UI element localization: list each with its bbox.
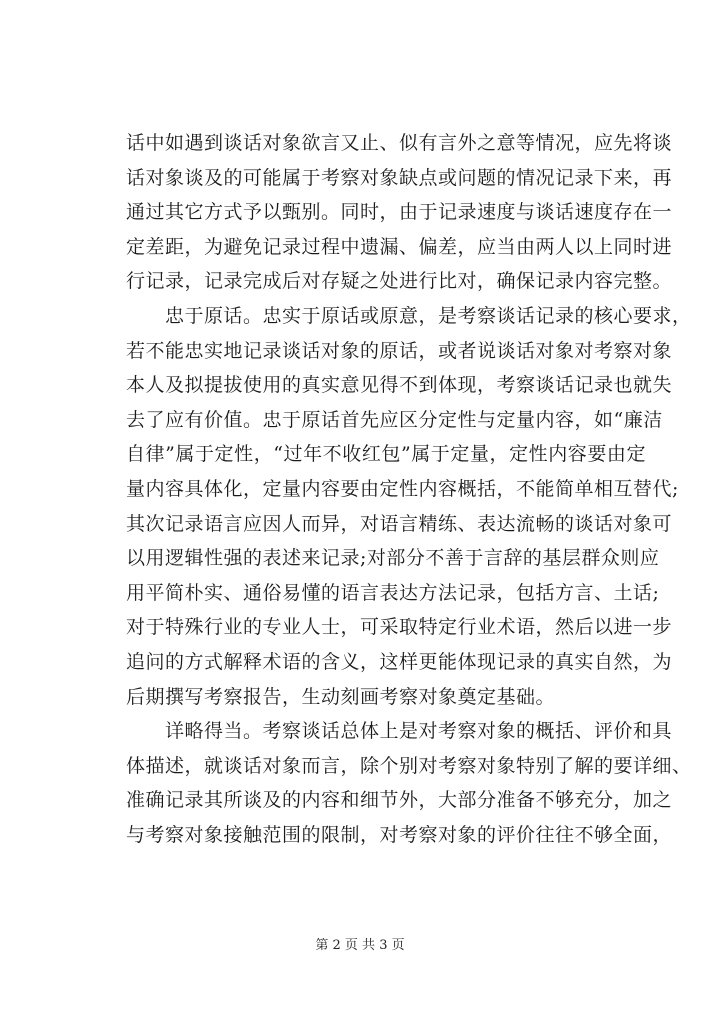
text-line: 忠于原话。忠实于原话或原意，是考察谈话记录的核心要求， — [165, 304, 692, 327]
text-line: 其次记录语言应因人而异，对语言精练、表达流畅的谈话对象可 — [126, 512, 673, 535]
text-line: 若不能忠实地记录谈话对象的原话，或者说谈话对象对考察对象 — [126, 339, 673, 362]
text-line: 量内容具体化，定量内容要由定性内容概括，不能简单相互替代; — [126, 477, 679, 500]
text-line: 去了应有价值。忠于原话首先应区分定性与定量内容，如“廉洁 — [126, 408, 663, 431]
paragraph-3 — [126, 714, 692, 852]
text-line: 后期撰写考察报告，生动刻画考察对象奠定基础。 — [126, 685, 556, 708]
text-line: 话对象谈及的可能属于考察对象缺点或问题的情况记录下来，再 — [126, 166, 673, 189]
text-line: 本人及拟提拔使用的真实意见得不到体现，考察谈话记录也就失 — [126, 374, 673, 397]
text-line: 以用逻辑性强的表述来记录;对部分不善于言辞的基层群众则应 — [126, 547, 660, 570]
paragraph-2 — [126, 299, 692, 714]
text-line: 准确记录其所谈及的内容和细节外，大部分准备不够充分，加之 — [126, 789, 673, 812]
text-line: 定差距，为避免记录过程中遗漏、偏差，应当由两人以上同时进 — [126, 235, 673, 258]
text-line: 行记录，记录完成后对存疑之处进行比对，确保记录内容完整。 — [126, 270, 673, 293]
text-line: 用平简朴实、通俗易懂的语言表达方法记录，包括方言、土话; — [126, 581, 660, 604]
text-line: 追问的方式解释术语的含义，这样更能体现记录的真实自然，为 — [126, 650, 673, 673]
text-line: 详略得当。考察谈话总体上是对考察对象的概括、评价和具 — [165, 720, 673, 743]
page-number-footer: 第 2 页 共 3 页 — [315, 938, 405, 953]
text-line: 对于特殊行业的专业人士，可采取特定行业术语，然后以进一步 — [126, 616, 673, 639]
text-line: 体描述，就谈话对象而言，除个别对考察对象特别了解的要详细、 — [126, 754, 692, 777]
text-line: 话中如遇到谈话对象欲言又止、似有言外之意等情况，应先将谈 — [126, 132, 673, 154]
paragraph-1 — [126, 126, 673, 299]
text-line: 与考察对象接触范围的限制，对考察对象的评价往往不够全面， — [126, 823, 673, 846]
text-line: 通过其它方式予以甄别。同时，由于记录速度与谈话速度存在一 — [126, 201, 673, 224]
document-body — [126, 126, 692, 852]
text-line: 自律”属于定性，“过年不收红包”属于定量，定性内容要由定 — [126, 443, 646, 466]
